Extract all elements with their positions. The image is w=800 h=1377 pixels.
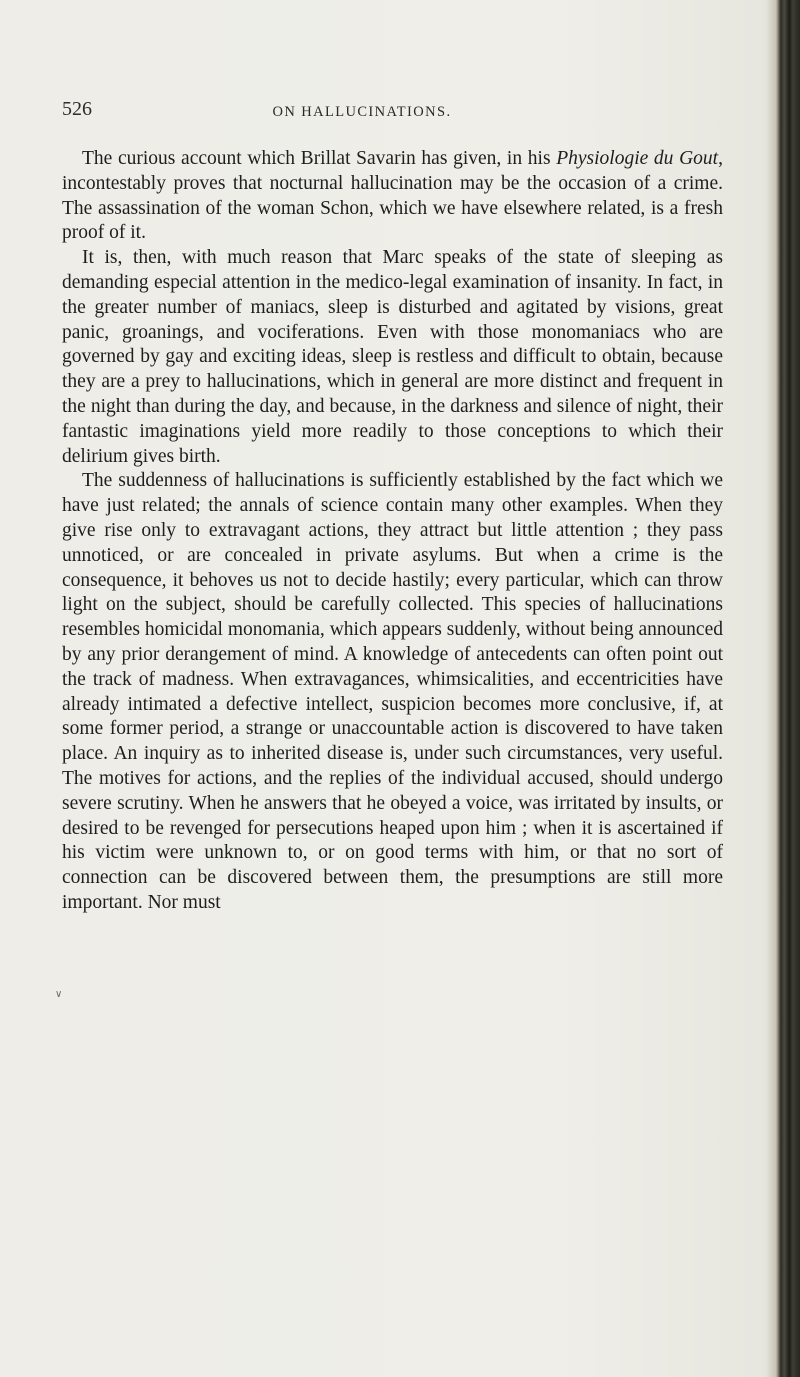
- body-text: [62, 147, 723, 916]
- paragraph-3: The suddenness of hallucinations is sufficiently established by the fact which we have just related; the annals of science contain many other examples. When they give rise only to extravagant actions, they attract but little attention ; they pass unnoticed, or are concealed in private asylums. But when a crime is the consequence, it behoves us not to decide hastily; every particular, which can throw light on the subject, should be carefully collected. This species of hallucinations resembles homicidal monomania, which appears suddenly, without being announced by any prior derangement of mind. A knowledge of antecedents can often point out the track of madness. When extravagances, whimsicalities, and eccentricities have already intimated a defective intellect, suspicion becomes more conclusive, if, at some former period, a strange or unaccountable action is discovered to have taken place. An inquiry as to inherited disease is, under such circumstances, very useful. The motives for actions, and the replies of the individual accused, should undergo severe scrutiny. When he answers that he obeyed a voice, was irritated by insults, or desired to be revenged for persecutions heaped upon him ; when it is ascertained if his victim were unknown to, or on good terms with him, or that no sort of connection can be discovered between them, the presumptions are still more important. Nor must: [62, 470, 723, 913]
- book-binding-edge: [776, 0, 800, 1377]
- page-number: 526: [62, 98, 92, 120]
- paragraph-1-tail: , incontestably proves that nocturnal hallucination may be the occasion of a crime. The assassination of the woman Schon, which we have elsewhere related, is a fresh proof of it.: [62, 148, 723, 244]
- paragraph-2: It is, then, with much reason that Marc speaks of the state of sleeping as demanding especial attention in the medico-legal examination of insanity. In fact, in the greater number of maniacs, sleep is disturbed and agitated by visions, great panic, groanings, and vociferations. Even with those monomaniacs who are governed by gay and exciting ideas, sleep is restless and difficult to obtain, because they are a prey to hallucinations, which in general are more distinct and frequent in the night than during the day, and because, in the darkness and silence of night, their fantastic imaginations yield more readily to those conceptions to which their delirium gives birth.: [62, 247, 723, 467]
- paragraph-1-lead: The curious account which Brillat Savarin has given, in his: [82, 148, 557, 169]
- stray-ink-mark: ∨: [55, 989, 63, 1000]
- page-shadow: [766, 0, 776, 1377]
- running-head: ON HALLUCINATIONS.: [272, 104, 452, 120]
- paragraph-1: [62, 147, 723, 246]
- book-title: Physiologie du Gout: [556, 148, 719, 169]
- page-header: [62, 98, 762, 128]
